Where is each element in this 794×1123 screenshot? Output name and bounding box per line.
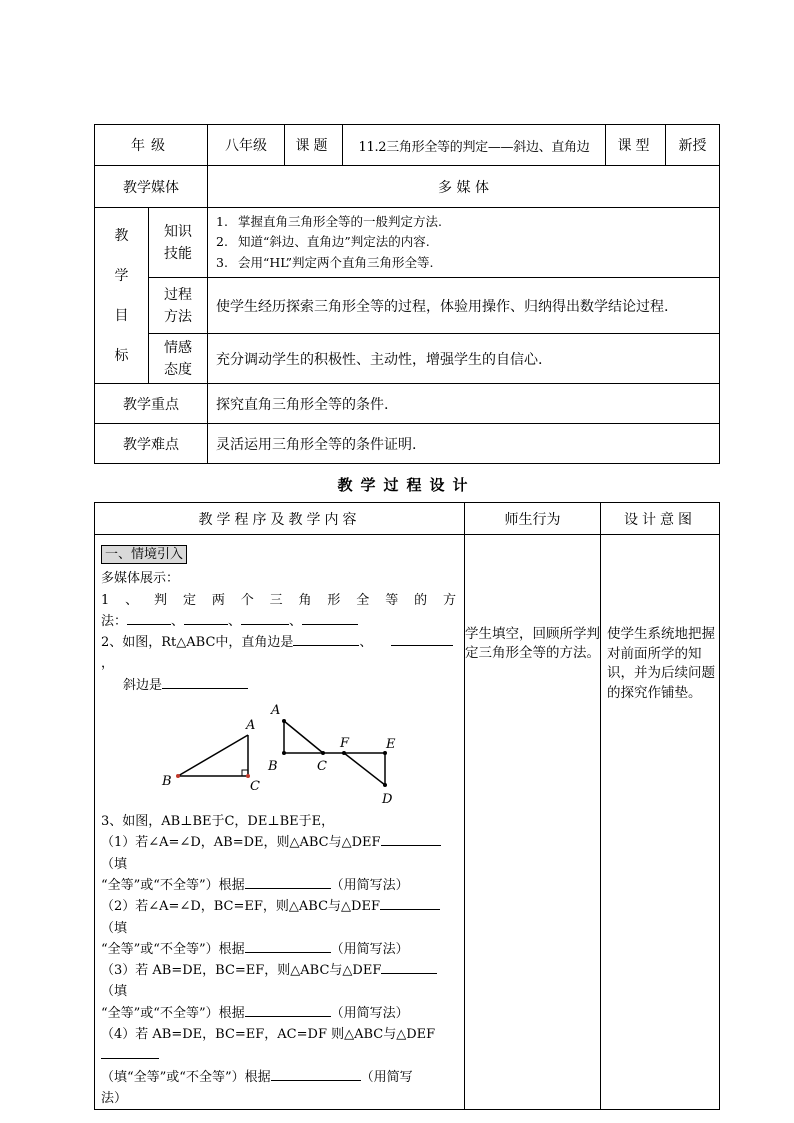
q1-line1: 1、判定两个三角形全等的方 xyxy=(101,592,458,608)
goals-label xyxy=(95,208,149,384)
header-content: 教学程序及教学内容 xyxy=(95,503,465,535)
q3-item-2: （2）若∠A=∠D，BC=EF，则△ABC与△DEF（填 “全等”或“不全等”）根据 （用简写法） xyxy=(101,896,458,960)
process-text: 使学生经历探索三角形全等的过程，体验用操作、归纳得出数学结论过程. xyxy=(208,278,720,334)
key-point-label: 教学重点 xyxy=(95,384,208,424)
point-dot xyxy=(282,751,286,755)
fig-label-C: C xyxy=(250,779,260,795)
grade-value: 八年级 xyxy=(208,125,285,166)
knowledge-label xyxy=(149,208,208,278)
type-value: 新授 xyxy=(666,125,720,166)
q2-line2: 斜边是 xyxy=(101,675,458,696)
lesson-info-table xyxy=(94,124,720,464)
q3-item-4: （4）若 AB=DE，BC=EF，AC=DF 则△ABC与△DEF （填“全等”或“不全等”）根据 （用简写 法） xyxy=(101,1027,436,1106)
fig-label-D: D xyxy=(382,792,393,808)
header-design-intent: 设计意图 xyxy=(601,503,720,535)
process-design-table xyxy=(94,502,720,1110)
seg-FD xyxy=(344,753,385,785)
difficult-point-label: 教学难点 xyxy=(95,424,208,464)
knowledge-label-line: 知识 xyxy=(164,223,192,240)
knowledge-item: 2. 知道“斜边、直角边”判定法的内容. xyxy=(216,234,430,250)
fig-label-B: B xyxy=(268,759,278,775)
design-title: 教学过程设计 xyxy=(337,476,476,494)
teacher-action-cell: 学生填空，回顾所学判定三角形全等的方法。 xyxy=(465,535,601,1110)
q1-line2: 法： 、 、 、 xyxy=(101,611,458,632)
lesson-content-cell xyxy=(95,535,465,1110)
q3-item-3: （3）若 AB=DE，BC=EF，则△ABC与△DEF（填 “全等”或“不全等”）根据 （用简写法） xyxy=(101,960,458,1024)
knowledge-item: 3. 会用“HL”判定两个直角三角形全等. xyxy=(216,254,434,270)
goals-char: 学 xyxy=(114,267,129,284)
difficult-point-text: 灵活运用三角形全等的条件证明. xyxy=(208,424,720,464)
topic-value: 11.2三角形全等的判定——斜边、直角边 xyxy=(343,125,606,166)
process-label-line: 过程 xyxy=(164,286,192,303)
process-label xyxy=(149,278,208,334)
fig-label-A: A xyxy=(271,703,281,719)
knowledge-label-line: 技能 xyxy=(164,245,192,262)
grade-label: 年级 xyxy=(95,125,208,166)
fig-label-B: B xyxy=(162,774,172,790)
triangle-figures xyxy=(101,696,459,811)
fig-label-A: A xyxy=(246,718,256,734)
emotion-text: 充分调动学生的积极性、主动性，增强学生的自信心. xyxy=(208,334,720,384)
q3-intro: 3、如图，AB⊥BE于C，DE⊥BE于E， xyxy=(101,814,335,830)
media-show-text: 多媒体展示： xyxy=(101,571,180,587)
q3-item-1: （1）若∠A=∠D，AB=DE，则△ABC与△DEF（填 “全等”或“不全等”）根据 （用简写法） xyxy=(101,832,458,896)
knowledge-items xyxy=(208,208,720,278)
media-label: 教学媒体 xyxy=(95,166,208,208)
q2-line1: 2、如图，Rt△ABC中，直角边是 、 ， xyxy=(101,632,458,675)
process-label-line: 方法 xyxy=(164,308,192,325)
point-dot xyxy=(342,751,346,755)
emotion-label-line: 态度 xyxy=(164,361,192,378)
emotion-label xyxy=(149,334,208,384)
header-teacher-action: 师生行为 xyxy=(465,503,601,535)
knowledge-item: 1. 掌握直角三角形全等的一般判定方法. xyxy=(216,213,442,229)
figure-area xyxy=(101,696,458,811)
media-value: 多 媒 体 xyxy=(208,166,720,208)
point-dot xyxy=(282,719,286,723)
fig-label-F: F xyxy=(340,736,350,752)
fig-label-C: C xyxy=(317,759,327,775)
key-point-text: 探究直角三角形全等的条件. xyxy=(208,384,720,424)
point-dot xyxy=(321,751,325,755)
fig-label-E: E xyxy=(386,737,396,753)
point-dot xyxy=(383,783,387,787)
emotion-label-line: 情感 xyxy=(164,339,192,356)
type-label: 课型 xyxy=(606,125,666,166)
goals-char: 目 xyxy=(114,307,129,324)
point-dot xyxy=(246,774,250,778)
topic-label: 课题 xyxy=(285,125,343,166)
section-tag: 一、情境引入 xyxy=(101,545,187,564)
goals-char: 标 xyxy=(114,347,129,364)
point-dot xyxy=(176,774,180,778)
design-intent-cell: 使学生系统地把握对前面所学的知识，并为后续问题的探究作铺垫。 xyxy=(601,535,720,1110)
left-triangle-hyp xyxy=(178,735,248,776)
seg-AC xyxy=(284,721,323,753)
goals-char: 教 xyxy=(114,227,129,244)
